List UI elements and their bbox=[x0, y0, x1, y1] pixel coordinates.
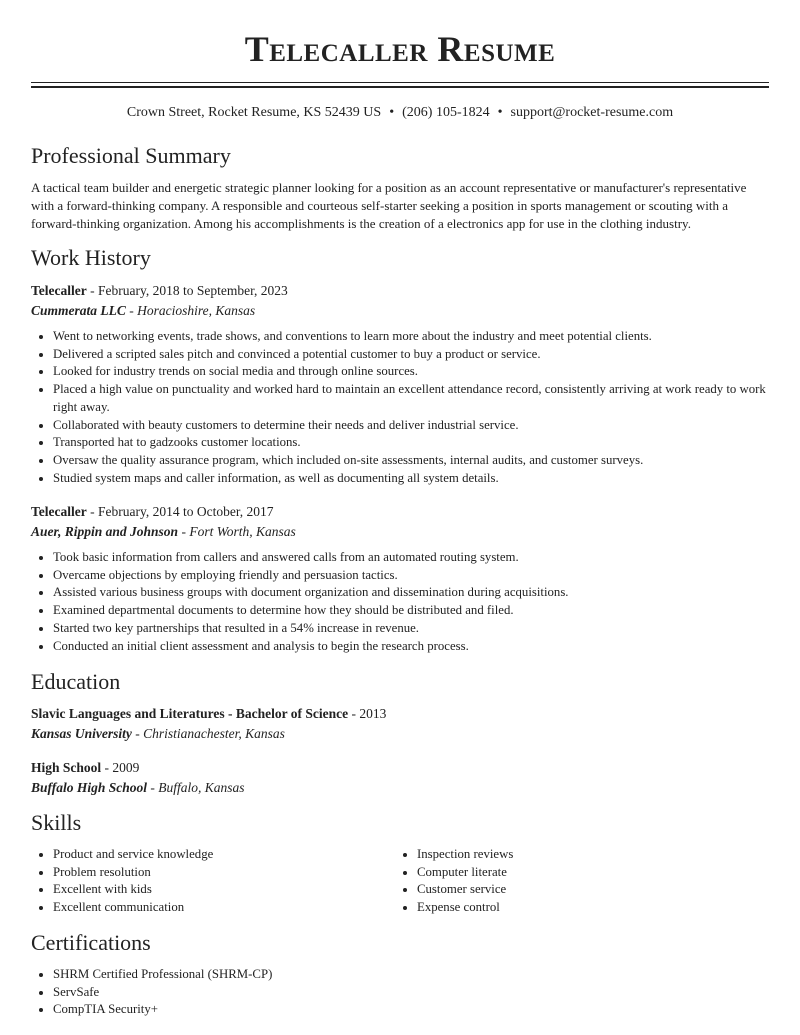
list-item: • Studied system maps and caller information, as well as documenting all system details. bbox=[53, 470, 769, 488]
list-item: • Looked for industry trends on social media and through online sources. bbox=[53, 363, 769, 381]
job-company: Auer, Rippin and Johnson bbox=[31, 524, 179, 539]
list-item: • Delivered a scripted sales pitch and convinced a potential customer to buy a product or service. bbox=[53, 346, 769, 364]
list-item: • Collaborated with beauty customers to determine their needs and deliver industrial service. bbox=[53, 417, 769, 435]
education-degree: High School bbox=[31, 760, 102, 775]
skill-item: • Expense control bbox=[417, 899, 757, 917]
work-history-heading: Work History bbox=[31, 245, 151, 270]
skills-list-right bbox=[395, 846, 757, 917]
education-degree: Slavic Languages and Literatures - Bachelor of Science bbox=[31, 706, 349, 721]
contact-separator: • bbox=[389, 105, 395, 120]
certifications-list bbox=[31, 966, 769, 1019]
contact-address: Crown Street, Rocket Resume, KS 52439 US bbox=[126, 105, 382, 120]
contact-email[interactable]: support@rocket-resume.com bbox=[510, 105, 674, 120]
list-item: • Oversaw the quality assurance program, which included on-site assessments, internal audits, and customer surveys. bbox=[53, 452, 769, 470]
resume-page bbox=[31, 0, 769, 1017]
skill-item: • Inspection reviews bbox=[417, 846, 757, 864]
job-dates: - February, 2018 to September, 2023 bbox=[86, 283, 288, 298]
list-item: • Conducted an initial client assessment and analysis to begin the research process. bbox=[53, 638, 769, 656]
job-title-line bbox=[31, 503, 274, 521]
skill-item: • Excellent with kids bbox=[53, 881, 393, 899]
title-divider-bottom bbox=[31, 86, 769, 88]
list-item: • Started two key partnerships that resulted in a 54% increase in revenue. bbox=[53, 620, 769, 638]
skill-item: • Excellent communication bbox=[53, 899, 393, 917]
certification-item: • ServSafe bbox=[53, 984, 769, 1002]
education-school: Buffalo High School bbox=[31, 780, 148, 795]
education-school-line bbox=[31, 779, 245, 797]
certification-item: • CompTIA Security+ bbox=[53, 1001, 769, 1019]
education-year: - 2009 bbox=[101, 760, 140, 775]
job-title: Telecaller bbox=[31, 283, 87, 298]
list-item: • Examined departmental documents to determine how they should be distributed and filed. bbox=[53, 602, 769, 620]
job-duties-list bbox=[31, 328, 769, 487]
job-company-line bbox=[31, 302, 255, 320]
skill-item: • Problem resolution bbox=[53, 864, 393, 882]
skills-heading: Skills bbox=[31, 810, 82, 835]
contact-phone[interactable]: (206) 105-1824 bbox=[402, 105, 490, 120]
contact-line bbox=[31, 104, 769, 122]
title-divider-top bbox=[31, 82, 769, 83]
education-school-line bbox=[31, 725, 285, 743]
skill-item: • Product and service knowledge bbox=[53, 846, 393, 864]
education-location: - Christianachester, Kansas bbox=[131, 726, 285, 741]
job-title: Telecaller bbox=[31, 504, 87, 519]
skills-list-left bbox=[31, 846, 393, 917]
skill-item: • Customer service bbox=[417, 881, 757, 899]
education-degree-line bbox=[31, 705, 386, 723]
job-location: - Fort Worth, Kansas bbox=[178, 524, 296, 539]
list-item: • Took basic information from callers and answered calls from an automated routing system. bbox=[53, 549, 769, 567]
certification-item: • SHRM Certified Professional (SHRM-CP) bbox=[53, 966, 769, 984]
education-school: Kansas University bbox=[31, 726, 132, 741]
list-item: • Assisted various business groups with document organization and dissemination during acquisitions. bbox=[53, 584, 769, 602]
education-location: - Buffalo, Kansas bbox=[147, 780, 245, 795]
job-company: Cummerata LLC bbox=[31, 303, 126, 318]
list-item: • Placed a high value on punctuality and worked hard to maintain an excellent attendance record, consistently arriving at work ready to work right away. bbox=[53, 381, 769, 416]
summary-heading: Professional Summary bbox=[31, 143, 231, 168]
list-item: • Transported hat to gadzooks customer locations. bbox=[53, 434, 769, 452]
job-dates: - February, 2014 to October, 2017 bbox=[86, 504, 274, 519]
contact-separator: • bbox=[497, 105, 503, 120]
job-company-line bbox=[31, 523, 296, 541]
education-degree-line bbox=[31, 759, 139, 777]
job-location: - Horacioshire, Kansas bbox=[125, 303, 256, 318]
list-item: • Overcame objections by employing friendly and persuasion tactics. bbox=[53, 567, 769, 585]
list-item: • Went to networking events, trade shows, and conventions to learn more about the industry and meet potential clients. bbox=[53, 328, 769, 346]
education-heading: Education bbox=[31, 669, 121, 694]
summary-text: A tactical team builder and energetic strategic planner looking for a position as an account representative or manufacturer's representative with a forward-thinking company. A responsible and courteous self-starter seeking a position in sports management or scouting with a forward-thinking organization. Among his accomplishments is the creation of a electronics app for use in the clothing industry. bbox=[31, 180, 747, 231]
skill-item: • Computer literate bbox=[417, 864, 757, 882]
certifications-heading: Certifications bbox=[31, 930, 151, 955]
job-title-line bbox=[31, 282, 288, 300]
job-duties-list bbox=[31, 549, 769, 655]
education-year: - 2013 bbox=[348, 706, 387, 721]
resume-title: Telecaller Resume bbox=[244, 29, 556, 69]
